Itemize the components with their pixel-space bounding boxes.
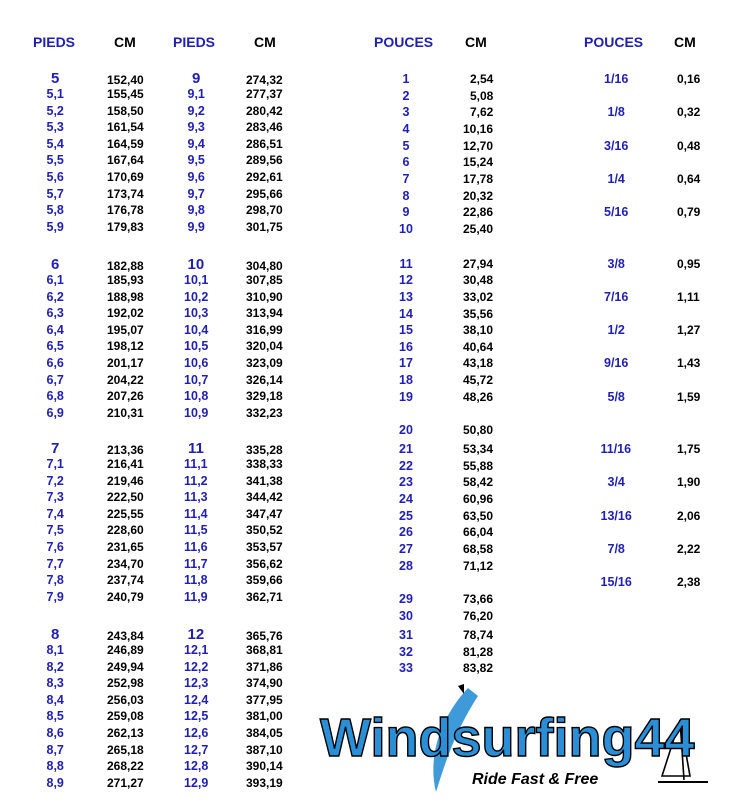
fraction-row-key: 1/4 bbox=[607, 172, 625, 186]
inch-row-key: 24 bbox=[399, 492, 413, 506]
feet1-row-cm: 262,13 bbox=[107, 726, 144, 740]
feet2-row-cm: 390,14 bbox=[246, 759, 283, 774]
inch-row-key: 2 bbox=[402, 89, 410, 103]
feet1-row-key: 7,6 bbox=[46, 540, 64, 554]
inch-row-cm: 83,82 bbox=[463, 661, 494, 675]
inch-row-key: 17 bbox=[399, 356, 413, 370]
feet2-row-cm: 341,38 bbox=[246, 473, 283, 488]
fraction-row-cm: 1,90 bbox=[677, 475, 701, 489]
feet2-row-key: 12,4 bbox=[184, 692, 209, 707]
inch-row-key: 13 bbox=[399, 290, 413, 304]
inch-row-cm: 76,20 bbox=[463, 609, 494, 623]
fraction-row-cm: 1,11 bbox=[677, 290, 700, 304]
inch-row-key: 26 bbox=[399, 525, 413, 539]
inch-row-cm: 12,70 bbox=[463, 139, 494, 153]
feet2-row-key: 10,6 bbox=[184, 356, 209, 370]
feet1-row-key: 8,3 bbox=[46, 676, 64, 691]
inch-row-key: 14 bbox=[399, 307, 413, 321]
feet2-row-key: 10,8 bbox=[184, 389, 209, 404]
fraction-row-cm: 2,38 bbox=[677, 575, 701, 589]
fraction-row-cm: 1,27 bbox=[677, 323, 701, 337]
feet2-row-key: 12,5 bbox=[184, 709, 209, 724]
feet1-row-key: 8,9 bbox=[46, 775, 64, 790]
fraction-row-key: 5/8 bbox=[607, 390, 625, 404]
feet1-row-key: 5,5 bbox=[46, 153, 64, 168]
inch-row-key: 30 bbox=[399, 609, 413, 623]
feet2-row-cm: 329,18 bbox=[246, 389, 283, 404]
inch-row-cm: 27,94 bbox=[463, 257, 494, 271]
feet1-row-cm: 185,93 bbox=[107, 273, 144, 287]
logo-tagline: Ride Fast & Free bbox=[472, 771, 599, 788]
inch-row-key: 1 bbox=[402, 72, 410, 86]
feet2-row-cm: 313,94 bbox=[246, 306, 283, 321]
fraction-row-cm: 0,48 bbox=[677, 139, 701, 153]
feet2-row-cm: 381,00 bbox=[246, 709, 283, 724]
feet1-row-key: 8 bbox=[51, 626, 60, 643]
feet2-row-key: 9,9 bbox=[187, 219, 205, 234]
feet1-row-key: 7,4 bbox=[46, 506, 64, 521]
feet2-row-cm: 283,46 bbox=[246, 120, 283, 135]
inch-row-cm: 55,88 bbox=[463, 459, 494, 473]
feet1-row-cm: 259,08 bbox=[107, 709, 144, 724]
feet2-row-cm: 304,80 bbox=[246, 259, 283, 273]
feet1-row-cm: 161,54 bbox=[107, 120, 144, 135]
feet2-row-key: 9,7 bbox=[187, 186, 205, 201]
feet1-row-key: 7,8 bbox=[46, 573, 64, 588]
inch-row-cm: 40,64 bbox=[463, 340, 494, 354]
feet2-row-key: 10,1 bbox=[184, 273, 209, 287]
feet2-row-key: 12,3 bbox=[184, 676, 209, 691]
feet1-row-cm: 228,60 bbox=[107, 523, 144, 538]
feet2-row-cm: 393,19 bbox=[246, 775, 283, 790]
feet2-row-key: 11,7 bbox=[184, 556, 208, 571]
feet1-row-key: 6,9 bbox=[46, 405, 64, 420]
feet1-row-key: 7,7 bbox=[46, 556, 64, 571]
feet2-row-key: 11,3 bbox=[184, 490, 208, 505]
inch-row-key: 25 bbox=[399, 509, 413, 523]
inch-row-cm: 38,10 bbox=[463, 323, 494, 337]
inch-row-key: 31 bbox=[399, 628, 413, 642]
feet2-row-key: 10,4 bbox=[184, 322, 209, 337]
feet1-row-cm: 182,88 bbox=[107, 259, 144, 273]
feet2-row-key: 9,6 bbox=[187, 170, 205, 184]
feet2-row-cm: 280,42 bbox=[246, 103, 283, 118]
inch-row-key: 29 bbox=[399, 592, 413, 606]
fraction-row-key: 7/8 bbox=[607, 542, 625, 556]
feet1-row-cm: 155,45 bbox=[107, 87, 144, 101]
inch-row-cm: 48,26 bbox=[463, 390, 494, 404]
feet1-row-key: 8,4 bbox=[46, 692, 64, 707]
feet1-row-cm: 158,50 bbox=[107, 103, 144, 118]
header-feet-2: PIEDS bbox=[173, 34, 216, 50]
header-cm-2: CM bbox=[254, 34, 276, 50]
feet2-row-cm: 335,28 bbox=[246, 443, 283, 457]
feet1-row-key: 6,4 bbox=[46, 322, 64, 337]
inch-row-cm: 81,28 bbox=[463, 645, 494, 659]
feet2-row-key: 12,1 bbox=[184, 643, 209, 657]
feet2-row-cm: 310,90 bbox=[246, 289, 283, 304]
fraction-row-cm: 2,06 bbox=[677, 509, 701, 523]
inch-row-key: 22 bbox=[399, 459, 413, 473]
header-cm-1: CM bbox=[114, 34, 136, 50]
feet2-row-key: 9,4 bbox=[187, 136, 205, 151]
feet2-row-cm: 320,04 bbox=[246, 339, 283, 354]
inch-row-cm: 30,48 bbox=[463, 273, 494, 287]
inch-row-cm: 2,54 bbox=[470, 72, 494, 86]
feet2-row-key: 10,3 bbox=[184, 306, 209, 321]
feet1-row-key: 5,1 bbox=[46, 87, 64, 101]
feet2-row-cm: 326,14 bbox=[246, 372, 283, 387]
inch-row-key: 4 bbox=[402, 122, 410, 136]
feet1-row-key: 8,1 bbox=[46, 643, 64, 657]
fraction-row-key: 3/4 bbox=[607, 475, 625, 489]
feet1-row-key: 6,5 bbox=[46, 339, 64, 354]
feet1-row-key: 7,1 bbox=[46, 457, 64, 471]
inch-row-cm: 66,04 bbox=[463, 525, 494, 539]
feet1-row-key: 8,8 bbox=[46, 759, 64, 774]
inch-row-key: 23 bbox=[399, 475, 413, 489]
feet1-row-cm: 225,55 bbox=[107, 506, 144, 521]
header-fractions: POUCES bbox=[584, 34, 644, 50]
feet2-row-cm: 347,47 bbox=[246, 506, 283, 521]
inch-row-key: 9 bbox=[402, 205, 410, 219]
inch-row-key: 16 bbox=[399, 340, 413, 354]
feet1-row-cm: 240,79 bbox=[107, 589, 144, 604]
inch-row-key: 33 bbox=[399, 661, 413, 675]
feet1-row-key: 8,5 bbox=[46, 709, 64, 724]
feet1-row-key: 6,7 bbox=[46, 372, 64, 387]
feet1-row-cm: 234,70 bbox=[107, 556, 144, 571]
feet1-row-key: 6,1 bbox=[46, 273, 64, 287]
feet2-row-cm: 368,81 bbox=[246, 643, 283, 657]
feet1-row-key: 6,8 bbox=[46, 389, 64, 404]
feet2-row-cm: 307,85 bbox=[246, 273, 283, 287]
header-inches: POUCES bbox=[374, 34, 434, 50]
fraction-row-key: 11/16 bbox=[600, 442, 632, 456]
feet2-row-key: 12,6 bbox=[184, 726, 209, 740]
inch-row-cm: 58,42 bbox=[463, 475, 494, 489]
fraction-row-cm: 1,75 bbox=[677, 442, 701, 456]
feet1-row-key: 8,6 bbox=[46, 726, 64, 740]
fraction-row-key: 7/16 bbox=[604, 290, 629, 304]
feet1-row-key: 6,6 bbox=[46, 356, 64, 370]
logo-brand-text: Windsurfing44 bbox=[320, 708, 695, 768]
feet2-row-cm: 292,61 bbox=[246, 170, 283, 184]
feet2-row-cm: 295,66 bbox=[246, 186, 283, 201]
inch-row-cm: 68,58 bbox=[463, 542, 494, 556]
inch-row-key: 7 bbox=[402, 172, 410, 186]
inch-row-cm: 53,34 bbox=[463, 442, 494, 456]
feet2-row-key: 9,5 bbox=[187, 153, 205, 168]
feet1-row-key: 7 bbox=[51, 440, 60, 457]
feet1-row-key: 5 bbox=[51, 70, 60, 87]
fraction-row-cm: 1,59 bbox=[677, 390, 701, 404]
feet2-row-key: 10,2 bbox=[184, 289, 209, 304]
fraction-row-key: 1/16 bbox=[604, 72, 629, 86]
inch-row-cm: 33,02 bbox=[463, 290, 494, 304]
fraction-row-cm: 0,95 bbox=[677, 257, 701, 271]
header-feet-1: PIEDS bbox=[33, 34, 76, 50]
inch-row-key: 15 bbox=[399, 323, 413, 337]
feet1-row-key: 7,2 bbox=[46, 473, 64, 488]
inch-row-key: 10 bbox=[399, 222, 413, 236]
feet2-row-cm: 301,75 bbox=[246, 219, 283, 234]
feet2-row-cm: 344,42 bbox=[246, 490, 283, 505]
feet1-row-cm: 271,27 bbox=[107, 775, 144, 790]
feet2-row-cm: 365,76 bbox=[246, 629, 283, 643]
feet2-row-key: 10,9 bbox=[184, 405, 209, 420]
inch-row-cm: 20,32 bbox=[463, 189, 494, 203]
feet2-row-key: 11,2 bbox=[184, 473, 208, 488]
fraction-row-cm: 0,32 bbox=[677, 105, 701, 119]
feet1-row-cm: 164,59 bbox=[107, 136, 144, 151]
feet1-row-key: 5,4 bbox=[46, 136, 64, 151]
logo-graphic bbox=[318, 680, 732, 798]
inch-row-cm: 15,24 bbox=[463, 155, 494, 169]
feet2-row-cm: 359,66 bbox=[246, 573, 283, 588]
fraction-row-key: 9/16 bbox=[604, 356, 629, 370]
feet1-row-key: 5,3 bbox=[46, 120, 64, 135]
header-cm-4: CM bbox=[674, 34, 696, 50]
feet1-row-cm: 268,22 bbox=[107, 759, 144, 774]
inch-row-cm: 35,56 bbox=[463, 307, 494, 321]
inch-row-cm: 5,08 bbox=[470, 89, 494, 103]
feet1-row-key: 7,3 bbox=[46, 490, 64, 505]
feet1-row-cm: 152,40 bbox=[107, 73, 144, 87]
feet1-row-cm: 213,36 bbox=[107, 443, 144, 457]
feet2-row-key: 10 bbox=[187, 256, 205, 273]
feet2-row-cm: 356,62 bbox=[246, 556, 283, 571]
feet2-row-cm: 353,57 bbox=[246, 540, 283, 554]
feet2-row-key: 11,8 bbox=[184, 573, 208, 588]
feet1-row-cm: 256,03 bbox=[107, 692, 144, 707]
inch-row-key: 12 bbox=[399, 273, 413, 287]
feet1-row-cm: 167,64 bbox=[107, 153, 144, 168]
feet1-row-cm: 195,07 bbox=[107, 322, 144, 337]
header-cm-3: CM bbox=[465, 34, 487, 50]
feet1-row-cm: 252,98 bbox=[107, 676, 144, 691]
feet1-row-key: 6 bbox=[51, 256, 60, 273]
feet1-row-key: 5,2 bbox=[46, 103, 64, 118]
inch-row-cm: 73,66 bbox=[463, 592, 494, 606]
inch-row-key: 8 bbox=[402, 189, 410, 203]
feet1-row-cm: 188,98 bbox=[107, 289, 144, 304]
feet2-row-key: 11,6 bbox=[184, 540, 208, 554]
feet2-row-key: 9 bbox=[192, 70, 201, 87]
feet1-row-key: 6,2 bbox=[46, 289, 64, 304]
feet2-row-cm: 362,71 bbox=[246, 589, 283, 604]
feet1-row-cm: 207,26 bbox=[107, 389, 144, 404]
inch-row-key: 21 bbox=[399, 442, 413, 456]
feet2-row-cm: 323,09 bbox=[246, 356, 283, 370]
feet1-row-cm: 192,02 bbox=[107, 306, 144, 321]
inch-row-key: 6 bbox=[402, 155, 410, 169]
feet2-row-cm: 286,51 bbox=[246, 136, 283, 151]
feet2-row-cm: 377,95 bbox=[246, 692, 283, 707]
feet2-row-key: 12,8 bbox=[184, 759, 209, 774]
feet2-row-key: 9,3 bbox=[187, 120, 205, 135]
inch-row-cm: 22,86 bbox=[463, 205, 494, 219]
feet1-row-key: 5,9 bbox=[46, 219, 64, 234]
feet1-row-key: 5,7 bbox=[46, 186, 64, 201]
inch-row-key: 32 bbox=[399, 645, 413, 659]
feet2-row-cm: 298,70 bbox=[246, 203, 283, 218]
feet2-row-key: 11,9 bbox=[184, 589, 208, 604]
feet2-row-cm: 374,90 bbox=[246, 676, 283, 691]
feet2-row-key: 12 bbox=[187, 626, 205, 643]
feet1-row-cm: 237,74 bbox=[107, 573, 144, 588]
feet2-row-cm: 338,33 bbox=[246, 457, 283, 471]
inch-row-cm: 63,50 bbox=[463, 509, 494, 523]
feet2-row-cm: 332,23 bbox=[246, 405, 283, 420]
feet1-row-key: 5,8 bbox=[46, 203, 64, 218]
feet2-row-key: 10,7 bbox=[184, 372, 209, 387]
feet1-row-cm: 219,46 bbox=[107, 473, 144, 488]
inch-row-key: 5 bbox=[402, 139, 410, 153]
feet2-row-key: 12,9 bbox=[184, 775, 209, 790]
inch-row-cm: 43,18 bbox=[463, 356, 494, 370]
feet1-row-cm: 173,74 bbox=[107, 186, 144, 201]
feet1-row-key: 5,6 bbox=[46, 170, 64, 184]
inch-row-cm: 60,96 bbox=[463, 492, 494, 506]
inch-row-cm: 45,72 bbox=[463, 373, 494, 387]
fraction-row-cm: 0,16 bbox=[677, 72, 701, 86]
fraction-row-cm: 0,79 bbox=[677, 205, 701, 219]
feet1-row-cm: 210,31 bbox=[107, 405, 144, 420]
inch-row-key: 3 bbox=[402, 105, 410, 119]
feet1-row-cm: 243,84 bbox=[107, 629, 144, 643]
fraction-row-cm: 0,64 bbox=[677, 172, 701, 186]
feet1-row-key: 8,7 bbox=[46, 742, 64, 757]
inch-row-cm: 71,12 bbox=[463, 559, 494, 573]
fraction-row-cm: 2,22 bbox=[677, 542, 701, 556]
feet2-row-key: 11 bbox=[188, 440, 204, 457]
feet1-row-cm: 198,12 bbox=[107, 339, 144, 354]
feet1-row-cm: 201,17 bbox=[107, 356, 144, 370]
feet2-row-key: 9,1 bbox=[187, 87, 205, 101]
feet2-row-key: 11,5 bbox=[184, 523, 208, 538]
feet2-row-key: 9,8 bbox=[187, 203, 205, 218]
inch-row-cm: 7,62 bbox=[470, 105, 494, 119]
inch-row-cm: 10,16 bbox=[463, 122, 494, 136]
fraction-row-key: 3/16 bbox=[604, 139, 629, 153]
inch-row-cm: 17,78 bbox=[463, 172, 494, 186]
feet2-row-cm: 350,52 bbox=[246, 523, 283, 538]
feet1-row-cm: 246,89 bbox=[107, 643, 144, 657]
inch-row-cm: 50,80 bbox=[463, 423, 494, 437]
inch-row-key: 19 bbox=[399, 390, 413, 404]
inch-row-key: 11 bbox=[399, 257, 413, 271]
feet1-row-cm: 231,65 bbox=[107, 540, 144, 554]
fraction-row-key: 15/16 bbox=[600, 575, 632, 589]
feet2-row-cm: 274,32 bbox=[246, 73, 283, 87]
feet1-row-key: 7,5 bbox=[46, 523, 64, 538]
feet1-row-cm: 222,50 bbox=[107, 490, 144, 505]
fraction-row-key: 3/8 bbox=[607, 257, 625, 271]
inch-row-key: 27 bbox=[399, 542, 413, 556]
inch-row-cm: 25,40 bbox=[463, 222, 494, 236]
inch-row-key: 18 bbox=[399, 373, 413, 387]
fraction-row-key: 1/8 bbox=[607, 105, 625, 119]
inch-row-cm: 78,74 bbox=[463, 628, 494, 642]
feet1-row-cm: 216,41 bbox=[107, 457, 144, 471]
feet1-row-cm: 265,18 bbox=[107, 742, 144, 757]
windsurfing44-logo bbox=[318, 680, 732, 798]
feet1-row-key: 7,9 bbox=[46, 589, 64, 604]
fraction-row-key: 1/2 bbox=[607, 323, 625, 337]
fraction-row-key: 13/16 bbox=[600, 509, 632, 523]
feet2-row-key: 12,2 bbox=[184, 659, 209, 674]
feet2-row-cm: 289,56 bbox=[246, 153, 283, 168]
inch-row-key: 28 bbox=[399, 559, 413, 573]
inch-row-key: 20 bbox=[399, 423, 413, 437]
feet2-row-key: 9,2 bbox=[187, 103, 205, 118]
feet1-row-cm: 170,69 bbox=[107, 170, 144, 184]
feet2-row-key: 12,7 bbox=[184, 742, 209, 757]
feet2-row-cm: 384,05 bbox=[246, 726, 283, 740]
feet1-row-key: 8,2 bbox=[46, 659, 64, 674]
feet1-row-cm: 249,94 bbox=[107, 659, 144, 674]
feet2-row-key: 11,1 bbox=[184, 457, 208, 471]
feet1-row-cm: 204,22 bbox=[107, 372, 144, 387]
feet2-row-key: 10,5 bbox=[184, 339, 209, 354]
fraction-row-cm: 1,43 bbox=[677, 356, 701, 370]
feet1-row-key: 6,3 bbox=[46, 306, 64, 321]
feet1-row-cm: 176,78 bbox=[107, 203, 144, 218]
feet2-row-key: 11,4 bbox=[184, 506, 208, 521]
fraction-row-key: 5/16 bbox=[604, 205, 629, 219]
feet2-row-cm: 371,86 bbox=[246, 659, 283, 674]
feet2-row-cm: 387,10 bbox=[246, 742, 283, 757]
feet2-row-cm: 277,37 bbox=[246, 87, 283, 101]
feet2-row-cm: 316,99 bbox=[246, 322, 283, 337]
feet1-row-cm: 179,83 bbox=[107, 219, 144, 234]
